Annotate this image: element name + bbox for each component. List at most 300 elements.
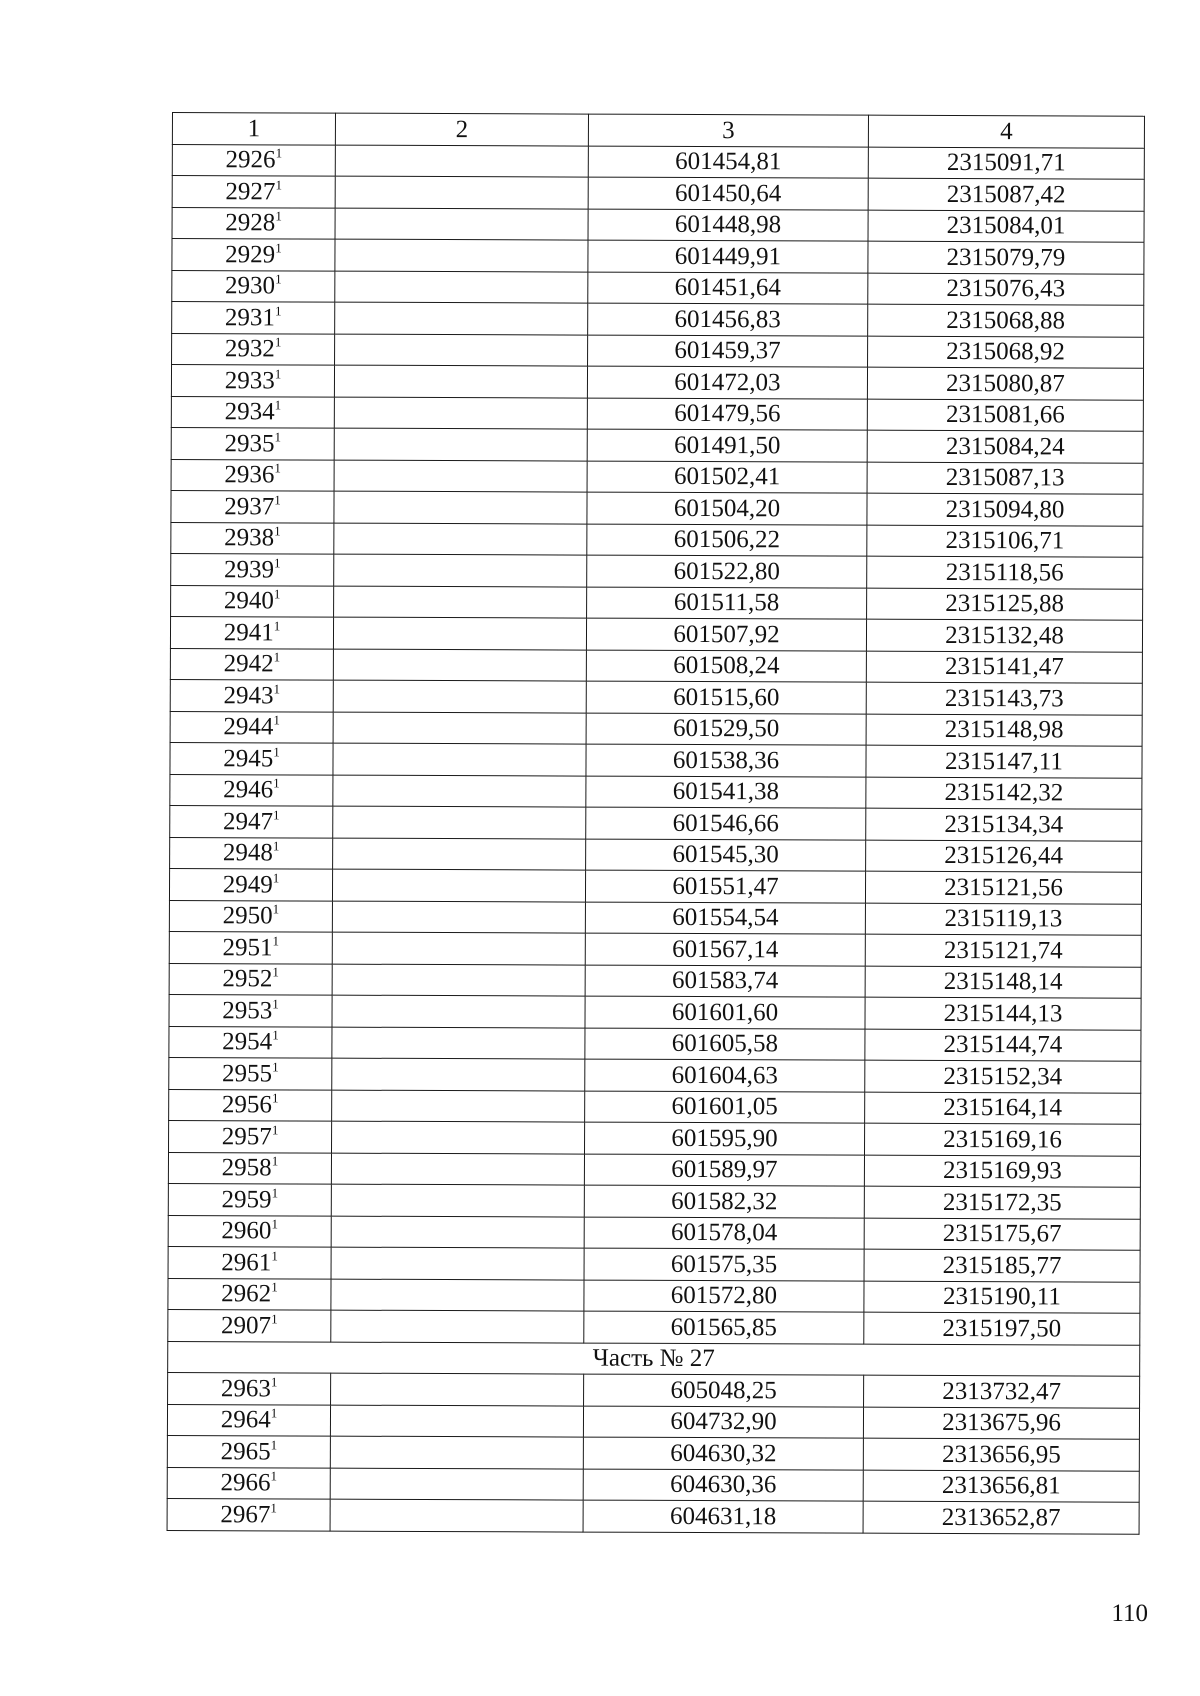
point-superscript: 1 (274, 429, 282, 445)
table-row (170, 648, 1142, 683)
point-number: 2953 (222, 996, 273, 1025)
y-coordinate-cell: 2315119,13 (865, 903, 1141, 936)
table-row (169, 963, 1141, 998)
x-coordinate-cell: 601567,14 (585, 933, 865, 966)
table-row (172, 176, 1144, 211)
column-header-2: 2 (335, 113, 588, 145)
table-row (169, 1026, 1141, 1061)
x-coordinate-cell: 601508,24 (586, 650, 866, 683)
y-coordinate-cell: 2313656,95 (863, 1438, 1139, 1471)
name-cell (334, 491, 587, 523)
x-coordinate-cell: 601459,37 (588, 335, 868, 368)
point-number-cell (167, 1435, 330, 1467)
point-number: 2935 (224, 429, 275, 458)
table-row (172, 207, 1144, 242)
point-number: 2965 (220, 1437, 271, 1466)
table-row (171, 553, 1143, 588)
point-number: 2957 (221, 1122, 272, 1151)
table-row (170, 774, 1142, 809)
y-coordinate-cell: 2315084,01 (868, 210, 1144, 243)
table-row (172, 333, 1144, 368)
y-coordinate-cell: 2313675,96 (863, 1407, 1139, 1440)
x-coordinate-cell: 601515,60 (586, 681, 866, 714)
y-coordinate-cell: 2313656,81 (863, 1470, 1139, 1503)
table-row (171, 459, 1143, 494)
table-row (171, 427, 1143, 462)
point-superscript: 1 (272, 838, 280, 854)
name-cell (333, 743, 586, 775)
y-coordinate-cell: 2315172,35 (864, 1186, 1140, 1219)
point-superscript: 1 (275, 177, 283, 193)
name-cell (335, 239, 588, 271)
name-cell (330, 1468, 583, 1500)
x-coordinate-cell: 601472,03 (587, 366, 867, 399)
point-number-cell (172, 333, 335, 365)
table-row (168, 1309, 1140, 1344)
point-number-cell (168, 1152, 331, 1184)
name-cell (334, 523, 587, 555)
x-coordinate-cell: 604630,32 (583, 1437, 863, 1470)
point-number-cell (172, 207, 335, 239)
y-coordinate-cell: 2315091,71 (868, 147, 1144, 180)
point-superscript: 1 (271, 1279, 278, 1295)
point-superscript: 1 (275, 240, 282, 256)
x-coordinate-cell: 604630,36 (583, 1469, 863, 1502)
table-row (170, 711, 1142, 746)
point-number: 2961 (221, 1248, 272, 1277)
y-coordinate-cell: 2315148,14 (865, 966, 1141, 999)
point-number-cell (167, 1467, 330, 1499)
point-number: 2947 (222, 807, 274, 836)
point-number-cell (170, 648, 333, 680)
table-row (167, 1467, 1139, 1502)
y-coordinate-cell: 2315084,24 (867, 430, 1143, 463)
point-number: 2948 (222, 839, 273, 867)
y-coordinate-cell: 2315118,56 (867, 556, 1143, 589)
point-number: 2932 (224, 335, 275, 363)
point-superscript: 1 (270, 1405, 278, 1421)
point-number-cell (171, 553, 334, 585)
point-superscript: 1 (274, 460, 281, 476)
table-row (168, 1152, 1140, 1187)
point-superscript: 1 (274, 303, 282, 319)
x-coordinate-cell: 601565,85 (584, 1311, 864, 1344)
x-coordinate-cell: 601450,64 (588, 177, 868, 210)
name-cell (333, 617, 586, 649)
point-superscript: 1 (271, 1122, 279, 1138)
point-number-cell (169, 994, 332, 1026)
y-coordinate-cell: 2315169,16 (865, 1123, 1141, 1156)
point-superscript: 1 (273, 681, 281, 697)
x-coordinate-cell: 601551,47 (585, 870, 865, 903)
y-coordinate-cell: 2315121,56 (865, 871, 1141, 904)
x-coordinate-cell: 601595,90 (585, 1122, 865, 1155)
name-cell (332, 932, 585, 964)
point-superscript: 1 (272, 1027, 279, 1043)
x-coordinate-cell: 601589,97 (584, 1154, 864, 1187)
name-cell (332, 995, 585, 1027)
x-coordinate-cell: 601601,60 (585, 996, 865, 1029)
name-cell (334, 586, 587, 618)
point-number: 2967 (220, 1500, 271, 1529)
name-cell (335, 208, 588, 240)
point-superscript: 1 (273, 744, 280, 760)
point-number-cell (169, 1057, 332, 1089)
x-coordinate-cell: 601502,41 (587, 461, 867, 494)
point-superscript: 1 (270, 1500, 277, 1516)
y-coordinate-cell: 2315121,74 (865, 934, 1141, 967)
point-superscript: 1 (271, 1090, 279, 1106)
point-number-cell (172, 270, 335, 302)
point-number-cell (171, 396, 334, 428)
name-cell (331, 1373, 584, 1405)
section-row-group (168, 1341, 1140, 1376)
x-coordinate-cell: 601456,83 (588, 303, 868, 336)
point-number-cell (171, 585, 334, 617)
table-row (168, 1246, 1140, 1281)
point-superscript: 1 (270, 1437, 278, 1453)
point-number-cell (169, 1120, 332, 1152)
point-number-cell (168, 1215, 331, 1247)
x-coordinate-cell: 601449,91 (588, 240, 868, 273)
point-number: 2939 (223, 555, 275, 584)
name-cell (335, 145, 588, 177)
point-superscript: 1 (271, 1248, 278, 1264)
name-cell (334, 365, 587, 397)
coordinates-table (167, 112, 1145, 1534)
name-cell (335, 271, 588, 303)
point-number: 2964 (220, 1406, 271, 1434)
point-superscript: 1 (274, 366, 282, 382)
point-superscript: 1 (271, 1185, 279, 1201)
name-cell (333, 712, 586, 744)
point-number: 2956 (221, 1091, 272, 1119)
point-number-cell (169, 1089, 332, 1121)
x-coordinate-cell: 601491,50 (587, 429, 867, 462)
x-coordinate-cell: 604732,90 (583, 1406, 863, 1439)
point-number: 2943 (223, 681, 274, 710)
name-cell (331, 1153, 584, 1185)
name-cell (335, 334, 588, 366)
point-number: 2958 (221, 1154, 272, 1182)
name-cell (331, 1184, 584, 1216)
table-row (170, 837, 1142, 872)
table-row (171, 522, 1143, 557)
point-number-cell (170, 837, 333, 869)
table-row (169, 1089, 1141, 1124)
point-number-cell (167, 1404, 330, 1436)
x-coordinate-cell: 601572,80 (584, 1280, 864, 1313)
x-coordinate-cell: 601448,98 (588, 209, 868, 242)
point-superscript: 1 (273, 649, 281, 665)
point-number: 2952 (222, 965, 273, 993)
x-coordinate-cell: 601601,05 (585, 1091, 865, 1124)
point-number: 2966 (220, 1469, 271, 1497)
x-coordinate-cell: 604631,18 (583, 1500, 863, 1533)
point-superscript: 1 (272, 964, 279, 980)
x-coordinate-cell: 601538,36 (586, 744, 866, 777)
y-coordinate-cell: 2315142,32 (866, 777, 1142, 810)
name-cell (331, 1279, 584, 1311)
point-number-cell (170, 679, 333, 711)
name-cell (330, 1405, 583, 1437)
table-row (169, 1120, 1141, 1155)
table-row (168, 1183, 1140, 1218)
point-number-cell (171, 365, 334, 397)
point-superscript: 1 (272, 870, 280, 886)
point-superscript: 1 (273, 712, 280, 728)
name-cell (330, 1499, 583, 1531)
point-number: 2942 (223, 650, 274, 678)
table-row (170, 679, 1142, 714)
column-header-4: 4 (868, 115, 1144, 148)
point-superscript: 1 (274, 334, 282, 350)
section-title: Часть № 27 (168, 1341, 1140, 1376)
point-number: 2950 (222, 902, 273, 930)
point-number-cell (169, 1026, 332, 1058)
point-number-cell (171, 490, 334, 522)
table-row (168, 1372, 1140, 1407)
name-cell (333, 806, 586, 838)
point-number: 2934 (224, 398, 275, 426)
name-cell (332, 1027, 585, 1059)
x-coordinate-cell: 601578,04 (584, 1217, 864, 1250)
y-coordinate-cell: 2315080,87 (867, 367, 1143, 400)
x-coordinate-cell: 601605,58 (585, 1028, 865, 1061)
point-superscript: 1 (274, 492, 281, 508)
point-superscript: 1 (273, 555, 281, 571)
point-number-cell (172, 144, 335, 176)
point-number-cell (169, 931, 332, 963)
table-row (171, 365, 1143, 400)
point-number-cell (171, 427, 334, 459)
y-coordinate-cell: 2315094,80 (867, 493, 1143, 526)
table-row (167, 1498, 1139, 1533)
point-number: 2962 (221, 1280, 272, 1308)
y-coordinate-cell: 2315087,13 (867, 462, 1143, 495)
point-number-cell (172, 239, 335, 271)
table-row (169, 1057, 1141, 1092)
point-number-cell (171, 522, 334, 554)
table-row (172, 144, 1144, 179)
point-superscript: 1 (274, 523, 281, 539)
name-cell (332, 964, 585, 996)
point-number: 2927 (225, 177, 276, 206)
point-number-cell (168, 1246, 331, 1278)
point-number: 2933 (224, 366, 275, 395)
name-cell (334, 554, 587, 586)
point-number: 2960 (221, 1217, 272, 1245)
point-superscript: 1 (275, 208, 282, 224)
name-cell (334, 460, 587, 492)
section-row (168, 1341, 1140, 1376)
point-number-cell (170, 774, 333, 806)
point-number: 2930 (225, 272, 276, 300)
point-number: 2945 (223, 744, 274, 773)
name-cell (335, 176, 588, 208)
point-superscript: 1 (273, 775, 280, 791)
point-number: 2926 (225, 146, 276, 174)
table-header-row (172, 113, 1144, 148)
x-coordinate-cell: 601507,92 (586, 618, 866, 651)
y-coordinate-cell: 2315144,74 (865, 1029, 1141, 1062)
y-coordinate-cell: 2315141,47 (866, 651, 1142, 684)
x-coordinate-cell: 601546,66 (586, 807, 866, 840)
x-coordinate-cell: 601511,58 (587, 587, 867, 620)
point-number-cell (168, 1372, 331, 1404)
point-number-cell (172, 302, 335, 334)
point-number: 2907 (221, 1311, 272, 1340)
x-coordinate-cell: 601529,50 (586, 713, 866, 746)
point-superscript: 1 (273, 586, 281, 602)
point-number-cell (170, 742, 333, 774)
point-number: 2940 (223, 587, 274, 615)
y-coordinate-cell: 2315068,92 (868, 336, 1144, 369)
x-coordinate-cell: 605048,25 (584, 1374, 864, 1407)
point-number-cell (170, 711, 333, 743)
point-superscript: 1 (272, 996, 279, 1012)
y-coordinate-cell: 2315081,66 (867, 399, 1143, 432)
point-number: 2955 (222, 1059, 273, 1088)
x-coordinate-cell: 601583,74 (585, 965, 865, 998)
column-header-1: 1 (172, 113, 335, 145)
table-row (171, 490, 1143, 525)
x-coordinate-cell: 601604,63 (585, 1059, 865, 1092)
table-body-part-a (168, 144, 1145, 1345)
name-cell (334, 397, 587, 429)
x-coordinate-cell: 601541,38 (586, 776, 866, 809)
point-superscript: 1 (272, 933, 280, 949)
x-coordinate-cell: 601504,20 (587, 492, 867, 525)
point-superscript: 1 (271, 1311, 278, 1327)
y-coordinate-cell: 2315190,11 (864, 1281, 1140, 1314)
point-superscript: 1 (272, 1059, 279, 1075)
point-number: 2941 (223, 618, 274, 647)
y-coordinate-cell: 2315125,88 (867, 588, 1143, 621)
point-number: 2951 (222, 933, 273, 962)
x-coordinate-cell: 601451,64 (588, 272, 868, 305)
y-coordinate-cell: 2315087,42 (868, 178, 1144, 211)
point-number: 2954 (222, 1028, 273, 1056)
point-superscript: 1 (270, 1468, 278, 1484)
point-number: 2946 (223, 776, 274, 804)
y-coordinate-cell: 2315076,43 (868, 273, 1144, 306)
point-number: 2949 (222, 870, 273, 899)
point-number: 2931 (224, 303, 276, 332)
table-row (170, 616, 1142, 651)
name-cell (334, 428, 587, 460)
y-coordinate-cell: 2315148,98 (866, 714, 1142, 747)
point-number: 2936 (224, 461, 275, 489)
x-coordinate-cell: 601582,32 (584, 1185, 864, 1218)
name-cell (335, 302, 588, 334)
table-row (172, 239, 1144, 274)
y-coordinate-cell: 2315147,11 (866, 745, 1142, 778)
point-number-cell (169, 900, 332, 932)
x-coordinate-cell: 601575,35 (584, 1248, 864, 1281)
name-cell (331, 1216, 584, 1248)
y-coordinate-cell: 2315132,48 (866, 619, 1142, 652)
table-row (168, 1215, 1140, 1250)
y-coordinate-cell: 2315144,13 (865, 997, 1141, 1030)
point-number-cell (170, 616, 333, 648)
y-coordinate-cell: 2315164,14 (865, 1092, 1141, 1125)
point-number-cell (171, 459, 334, 491)
table-row (167, 1404, 1139, 1439)
table-row (169, 900, 1141, 935)
point-superscript: 1 (275, 271, 282, 287)
name-cell (333, 838, 586, 870)
name-cell (332, 869, 585, 901)
name-cell (331, 1310, 584, 1342)
point-number: 2963 (220, 1374, 271, 1403)
y-coordinate-cell: 2315175,67 (864, 1218, 1140, 1251)
point-number: 2959 (221, 1185, 272, 1214)
point-superscript: 1 (271, 1153, 279, 1169)
point-number: 2937 (224, 492, 275, 521)
y-coordinate-cell: 2313732,47 (864, 1375, 1140, 1408)
name-cell (332, 1090, 585, 1122)
page-number: 110 (1111, 1600, 1148, 1627)
point-number-cell (168, 1309, 331, 1341)
y-coordinate-cell: 2315106,71 (867, 525, 1143, 558)
name-cell (332, 901, 585, 933)
y-coordinate-cell: 2315126,44 (866, 840, 1142, 873)
table-row (171, 585, 1143, 620)
x-coordinate-cell: 601522,80 (587, 555, 867, 588)
point-number-cell (170, 805, 333, 837)
point-superscript: 1 (273, 618, 281, 634)
table-row (172, 302, 1144, 337)
point-number: 2929 (225, 240, 276, 269)
point-superscript: 1 (275, 145, 283, 161)
point-number: 2928 (225, 209, 276, 237)
y-coordinate-cell: 2315134,34 (866, 808, 1142, 841)
table-row (169, 931, 1141, 966)
table-row (171, 396, 1143, 431)
y-coordinate-cell: 2315185,77 (864, 1249, 1140, 1282)
point-superscript: 1 (273, 807, 280, 823)
x-coordinate-cell: 601554,54 (585, 902, 865, 935)
table-row (167, 1435, 1139, 1470)
point-superscript: 1 (270, 1374, 278, 1390)
point-number: 2944 (223, 713, 274, 741)
y-coordinate-cell: 2315169,93 (864, 1155, 1140, 1188)
y-coordinate-cell: 2313652,87 (863, 1501, 1139, 1534)
x-coordinate-cell: 601545,30 (586, 839, 866, 872)
table-row (169, 994, 1141, 1029)
point-number-cell (168, 1183, 331, 1215)
table-body-part-b (167, 1372, 1140, 1533)
point-superscript: 1 (271, 1216, 279, 1232)
point-number: 2938 (224, 524, 275, 552)
name-cell (332, 1121, 585, 1153)
point-superscript: 1 (272, 901, 280, 917)
y-coordinate-cell: 2315068,88 (868, 304, 1144, 337)
y-coordinate-cell: 2315152,34 (865, 1060, 1141, 1093)
table-row (170, 742, 1142, 777)
y-coordinate-cell: 2315143,73 (866, 682, 1142, 715)
table-row (169, 868, 1141, 903)
name-cell (332, 1058, 585, 1090)
table-row (168, 1278, 1140, 1313)
point-number-cell (168, 1278, 331, 1310)
column-header-3: 3 (588, 114, 868, 147)
point-number-cell (169, 868, 332, 900)
y-coordinate-cell: 2315079,79 (868, 241, 1144, 274)
point-number-cell (167, 1498, 330, 1530)
y-coordinate-cell: 2315197,50 (864, 1312, 1140, 1345)
